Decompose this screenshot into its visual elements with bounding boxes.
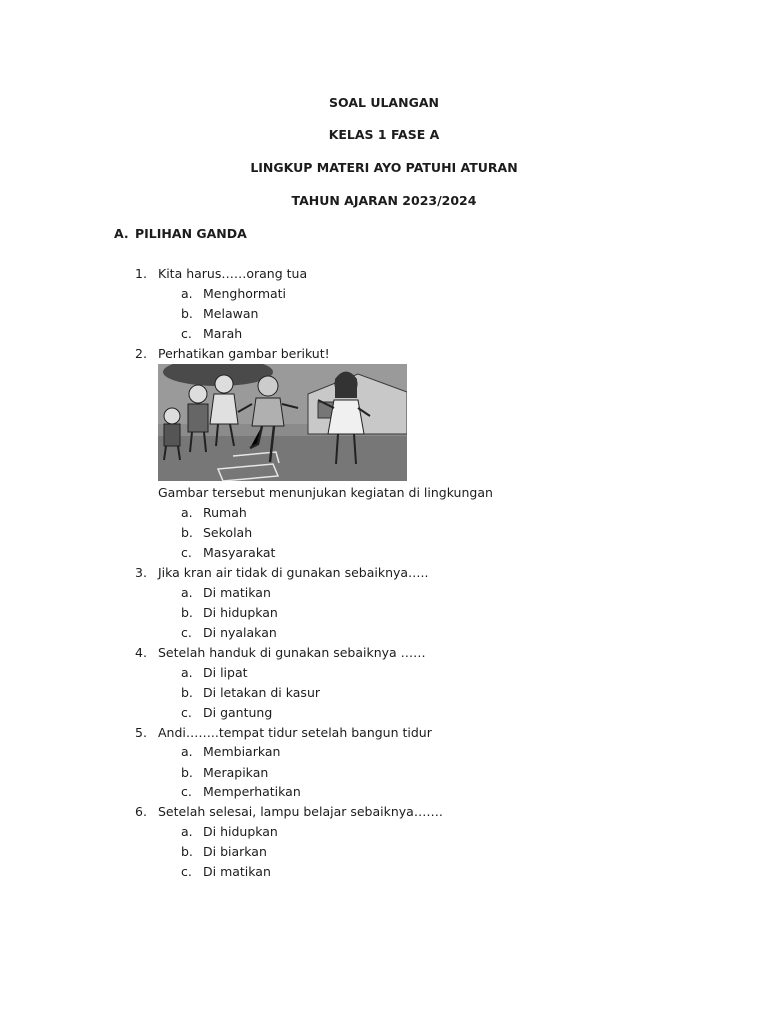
option-text: Di hidupkan (203, 605, 278, 620)
option-text: Masyarakat (203, 545, 276, 560)
option-letter: c. (181, 864, 192, 879)
section-title: PILIHAN GANDA (135, 226, 247, 241)
option-text: Rumah (203, 505, 247, 520)
question-text: Setelah handuk di gunakan sebaiknya …… (158, 645, 426, 660)
option-letter: c. (181, 784, 192, 799)
option-letter: a. (181, 744, 193, 759)
section-letter: A. (114, 226, 129, 241)
question-number: 5. (135, 725, 147, 740)
option-letter: b. (181, 306, 193, 321)
option-text: Di biarkan (203, 844, 267, 859)
option-text: Melawan (203, 306, 259, 321)
title-lingkup-materi: LINGKUP MATERI AYO PATUHI ATURAN (250, 160, 518, 175)
question-number: 4. (135, 645, 147, 660)
title-tahun-ajaran: TAHUN AJARAN 2023/2024 (291, 193, 477, 208)
option-text: Di nyalakan (203, 625, 277, 640)
option-text: Di matikan (203, 585, 271, 600)
option-letter: b. (181, 685, 193, 700)
option-letter: c. (181, 326, 192, 341)
title-kelas: KELAS 1 FASE A (328, 127, 440, 142)
option-text: Merapikan (203, 765, 269, 780)
question-number: 2. (135, 346, 147, 361)
option-letter: a. (181, 505, 193, 520)
option-text: Di letakan di kasur (203, 685, 321, 700)
option-letter: a. (181, 286, 193, 301)
question-text: Setelah selesai, lampu belajar sebaiknya……. (158, 804, 443, 819)
question-number: 1. (135, 266, 147, 281)
option-letter: a. (181, 585, 193, 600)
question-number: 3. (135, 565, 147, 580)
children-playing-illustration (158, 364, 407, 481)
question-text: Andi……..tempat tidur setelah bangun tidur (158, 725, 432, 740)
question-text: Kita harus……orang tua (158, 266, 308, 281)
option-text: Di gantung (203, 705, 273, 720)
option-letter: a. (181, 824, 193, 839)
question-text: Jika kran air tidak di gunakan sebaiknya….. (158, 565, 429, 580)
option-letter: b. (181, 525, 193, 540)
option-letter: b. (181, 765, 193, 780)
option-letter: c. (181, 705, 192, 720)
option-text: Sekolah (203, 525, 253, 540)
option-letter: a. (181, 665, 193, 680)
title-soal-ulangan: SOAL ULANGAN (329, 95, 439, 110)
option-text: Marah (203, 326, 243, 341)
option-text: Di lipat (203, 665, 248, 680)
question-followup-text: Gambar tersebut menunjukan kegiatan di lingkungan (158, 485, 493, 500)
question-number: 6. (135, 804, 147, 819)
option-text: Membiarkan (203, 744, 281, 759)
option-text: Di matikan (203, 864, 271, 879)
option-letter: c. (181, 625, 192, 640)
option-text: Memperhatikan (203, 784, 301, 799)
option-text: Menghormati (203, 286, 287, 301)
option-letter: b. (181, 605, 193, 620)
option-letter: b. (181, 844, 193, 859)
question-text: Perhatikan gambar berikut! (158, 346, 330, 361)
option-text: Di hidupkan (203, 824, 278, 839)
option-letter: c. (181, 545, 192, 560)
